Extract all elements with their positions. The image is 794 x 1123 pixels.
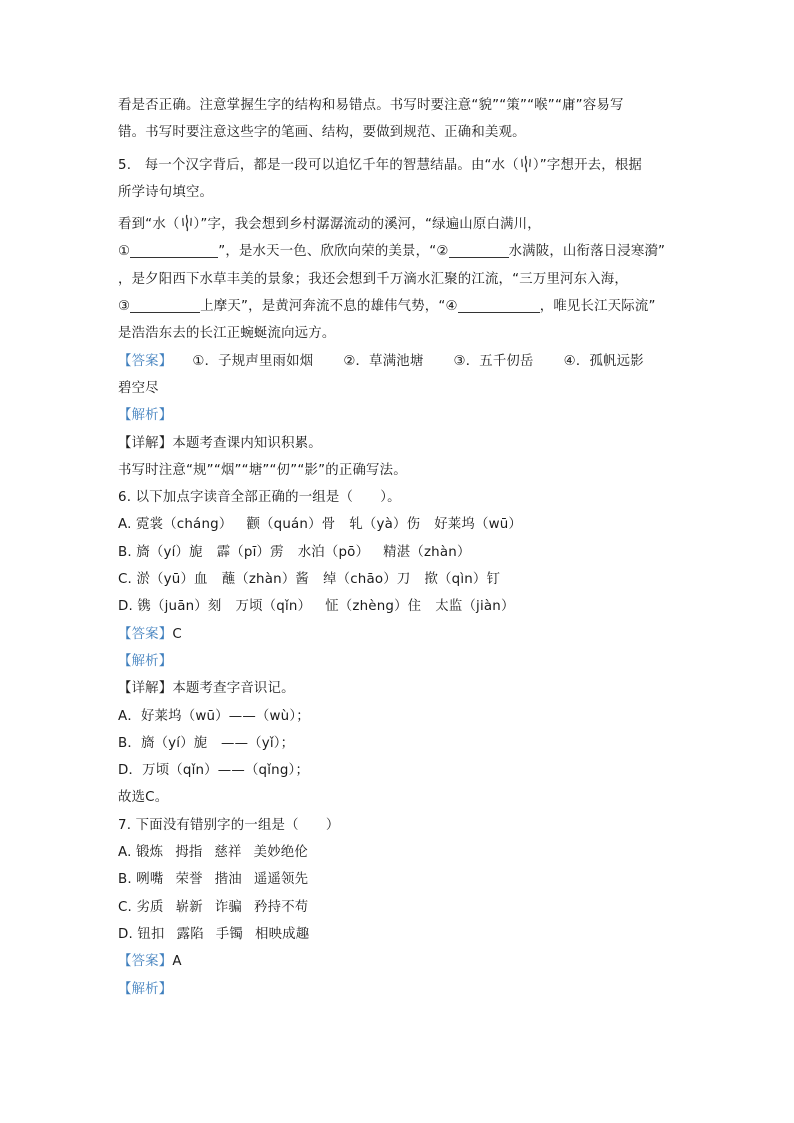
note-text: 书写时注意“规”“烟”“塘”“仞”“影”的正确写法。 [118, 462, 407, 478]
q6-conclusion-line [118, 784, 683, 811]
q5-prompt-part-b: ）”字想开去，根据 [532, 157, 643, 173]
q7-a-item-1: A. 锻炼 [118, 845, 164, 861]
q6-correction-d [118, 757, 683, 784]
q7-title-line [118, 812, 683, 839]
q5-detail-line [118, 430, 683, 457]
q7-b-item-4: 遥遥领先 [253, 872, 309, 888]
q6-option-b [118, 539, 683, 566]
q5-passage-line-5 [118, 320, 683, 347]
q6-analysis-line [118, 648, 683, 675]
q7-answer-line [118, 948, 683, 975]
q6-d-item-4: 太监（jiàn） [435, 599, 515, 615]
q6-correction-b [118, 730, 683, 757]
q7-a-item-3: 慈祥 [214, 845, 242, 861]
q7-a-item-2: 拇指 [175, 845, 203, 861]
q7-option-d [118, 921, 683, 948]
analysis-tag: 【解析】 [118, 981, 173, 997]
q5-passage-line-4 [118, 293, 683, 320]
q5-prompt-text-2: 所学诗句填空。 [118, 184, 214, 200]
q6-d-item-2: 万顷（qǐn） [235, 599, 312, 615]
q5-passage-part-a: 看到“水（ [118, 217, 180, 233]
correction-text: A．好莱坞（wū）——（wù）； [118, 708, 310, 724]
answer-2: ②．草满池塘 [343, 353, 424, 369]
answer-4-continued: 碧空尽 [118, 380, 159, 396]
blank-1-label: ① [118, 244, 131, 260]
q5-passage-line-3 [118, 266, 683, 293]
q5-passage-text-3: ，是夕阳西下水草丰美的景象；我还会想到千万滴水汇聚的江流，“三万里河东入海， [118, 271, 628, 287]
q7-d-item-4: 相映成趣 [254, 926, 310, 942]
analysis-tag: 【解析】 [118, 408, 173, 424]
q7-option-b [118, 866, 683, 893]
detail-tag: 【详解】 [118, 681, 173, 697]
q7-d-item-3: 手镯 [215, 926, 243, 942]
answer-4: ④．孤帆远影 [563, 353, 644, 369]
document-body [118, 92, 683, 1003]
detail-text: 本题考查字音识记。 [172, 681, 295, 697]
q6-option-a [118, 511, 683, 538]
q6-b-item-4: 精湛（zhàn） [383, 544, 471, 560]
q7-analysis-line [118, 976, 683, 1003]
q7-d-item-2: 露陷 [176, 926, 204, 942]
q5-passage-text-4c: ，唯见长江天际流” [539, 299, 656, 315]
q7-b-item-2: 荣誉 [175, 872, 203, 888]
analysis-tag: 【解析】 [118, 653, 173, 669]
q5-prompt-part-a: 5. 每一个汉字背后，都是一段可以追忆千年的智慧结晶。由“水（ [118, 157, 519, 173]
q5-passage-text-5: 是浩浩东去的长江正蜿蜒流向远方。 [118, 326, 336, 342]
q5-prompt-line-2 [118, 179, 683, 206]
correction-text: B．旖（yí）旎 ——（yǐ）； [118, 735, 295, 751]
answer-tag: 【答案】 [118, 626, 173, 642]
intro-text-2: 错。书写时要注意这些字的笔画、结构，要做到规范、正确和美观。 [118, 125, 526, 141]
q6-answer-line [118, 621, 683, 648]
q6-c-item-1: C. 淤（yū）血 [118, 572, 208, 588]
q6-title: 6. 以下加点字读音全部正确的一组是（ ）。 [118, 490, 401, 506]
answer-3: ③．五千仞岳 [453, 353, 534, 369]
q5-note-line [118, 457, 683, 484]
blank-4[interactable] [458, 296, 540, 313]
conclusion-text: 故选C。 [118, 790, 169, 806]
q7-option-c [118, 894, 683, 921]
q6-d-item-3: 怔（zhèng）住 [325, 599, 422, 615]
q5-passage-text-2b: ”，是水天一色、欣欣向荣的美景，“② [218, 244, 449, 260]
answer-1: ①．子规声里雨如烟 [192, 353, 314, 369]
q7-c-item-2: 崭新 [175, 899, 203, 915]
q6-answer: C [172, 626, 182, 642]
answer-tag: 【答案】 [118, 954, 173, 970]
intro-line-2 [118, 119, 683, 146]
q6-c-item-4: 揿（qìn）钉 [424, 572, 501, 588]
q5-analysis-line [118, 402, 683, 429]
q6-c-item-2: 蘸（zhàn）酱 [221, 572, 310, 588]
q6-option-d [118, 593, 683, 620]
blank-2[interactable] [449, 241, 509, 258]
answer-tag: 【答案】 [118, 353, 173, 369]
q6-a-item-2: 颧（quán）骨 [246, 517, 336, 533]
q6-c-item-3: 绰（chāo）刀 [323, 572, 411, 588]
q5-passage-text-2c: 水满陂，山衔落日浸寒漪” [508, 244, 666, 260]
q6-option-c [118, 566, 683, 593]
q7-option-a [118, 839, 683, 866]
q7-title: 7. 下面没有错别字的一组是（ ） [118, 817, 340, 833]
q6-a-item-1: A. 霓裳（cháng） [118, 517, 233, 533]
q6-a-item-3: 轧（yà）伤 [349, 517, 421, 533]
q6-detail-line [118, 675, 683, 702]
q5-passage-text-4b: 上摩天”，是黄河奔流不息的雄伟气势，“④ [200, 299, 458, 315]
blank-3[interactable] [130, 296, 200, 313]
q6-d-item-1: D. 镌（juān）刻 [118, 599, 222, 615]
q5-passage-line-2 [118, 238, 683, 265]
q7-a-item-4: 美妙绝伦 [253, 845, 308, 861]
detail-text: 本题考查课内知识积累。 [172, 435, 322, 451]
intro-text-1: 看是否正确。注意掌握生字的结构和易错点。书写时要注意“貌”“策”“喉”“庸”容易写 [118, 98, 624, 113]
q6-a-item-4: 好莱坞（wū） [434, 517, 522, 533]
intro-line-1 [118, 92, 683, 119]
water-seal-script-icon-inline [180, 214, 194, 232]
q6-b-item-2: 霹（pī）雳 [216, 544, 284, 560]
q7-b-item-1: B. 咧嘴 [118, 872, 164, 888]
q7-d-item-1: D. 钮扣 [118, 926, 165, 942]
q7-answer: A [172, 954, 182, 970]
correction-text: D．万顷（qǐn）——（qǐng）； [118, 763, 310, 779]
blank-3-label: ③ [118, 299, 131, 315]
detail-tag: 【详解】 [118, 435, 173, 451]
blank-1[interactable] [130, 241, 218, 258]
q6-b-item-3: 水泊（pō） [297, 544, 370, 560]
q6-b-item-1: B. 旖（yí）旎 [118, 544, 203, 560]
q7-c-item-4: 矜持不苟 [254, 899, 309, 915]
water-seal-script-icon [519, 155, 533, 173]
q6-title-line [118, 484, 683, 511]
q5-prompt-line-1 [118, 152, 683, 179]
q7-c-item-3: 诈骗 [214, 899, 243, 915]
q5-answer-cont-line [118, 375, 683, 402]
q7-b-item-3: 揩油 [214, 872, 242, 888]
q5-passage-part-b: ）”字，我会想到乡村潺潺流动的溪河，“绿遍山原白满川， [193, 217, 541, 233]
q5-answer-line [118, 348, 683, 375]
q6-correction-a [118, 703, 683, 730]
q5-passage-line-1 [118, 211, 683, 238]
q7-c-item-1: C. 劣质 [118, 899, 164, 915]
